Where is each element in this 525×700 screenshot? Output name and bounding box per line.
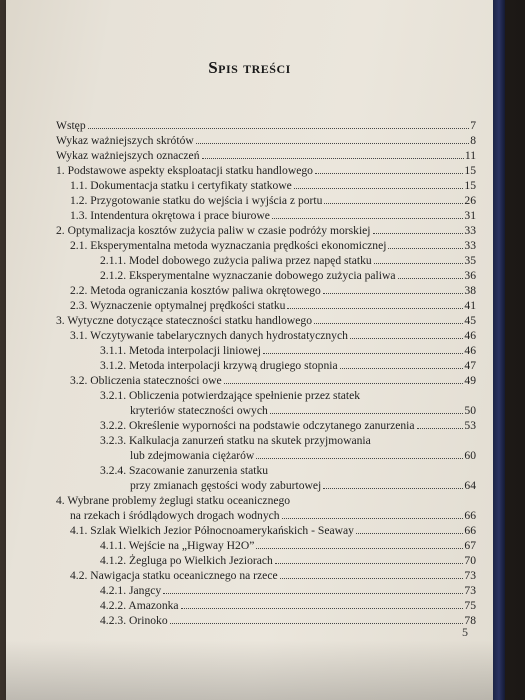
toc-entry	[56, 418, 476, 433]
toc-entry	[56, 433, 476, 463]
dot-leader	[340, 368, 464, 369]
toc-entry-row	[70, 298, 476, 313]
toc-entry-label: 3.2.4. Szacowanie zanurzenia statku	[100, 464, 269, 477]
toc-entry-row	[70, 193, 476, 208]
toc-entry-row	[100, 478, 476, 493]
toc-entry	[56, 268, 476, 283]
toc-entry-page: 50	[464, 404, 476, 417]
toc-entry-label: 2.3. Wyznaczenie optymalnej prędkości statku	[70, 299, 286, 312]
toc-entry-row	[56, 313, 476, 328]
toc-entry-page: 66	[464, 509, 476, 522]
page-number: 5	[462, 625, 468, 639]
toc-entry-row	[56, 133, 476, 148]
toc-entry-row	[56, 508, 476, 523]
toc-entry-page: 7	[470, 119, 476, 132]
toc-entry-page: 66	[464, 524, 476, 537]
toc-entry	[56, 553, 476, 568]
toc-entry	[56, 133, 476, 148]
toc-entry-row	[100, 343, 476, 358]
toc-entry-label: Wstęp	[56, 119, 86, 132]
dot-leader	[388, 248, 463, 249]
toc-entry-page: 41	[464, 299, 476, 312]
toc-entry-page: 73	[464, 569, 476, 582]
toc-entry-row	[100, 358, 476, 373]
toc-entry	[56, 358, 476, 373]
toc-entry	[56, 463, 476, 493]
toc-entry-row	[70, 208, 476, 223]
toc-entry-row	[56, 163, 476, 178]
toc-entry-label-continued: lub zdejmowania ciężarów	[130, 449, 255, 462]
toc-entry-label: 3.2. Obliczenia stateczności owe	[70, 374, 222, 387]
toc-entry-label-continued: kryteriów stateczności owych	[130, 404, 268, 417]
toc-entry-row	[70, 328, 476, 343]
dot-leader	[256, 458, 463, 459]
dot-leader	[196, 143, 469, 144]
table-of-contents	[56, 118, 476, 628]
toc-entry-label: 3. Wytyczne dotyczące stateczności statku handlowego	[56, 314, 312, 327]
toc-entry-row	[70, 373, 476, 388]
toc-entry-label: Wykaz ważniejszych skrótów	[56, 134, 194, 147]
toc-entry	[56, 298, 476, 313]
toc-entry	[56, 568, 476, 583]
toc-entry-page: 67	[464, 539, 476, 552]
dot-leader	[275, 563, 464, 564]
toc-entry-label: 3.2.2. Określenie wyporności na podstawie odczytanego zanurzenia	[100, 419, 415, 432]
toc-entry	[56, 493, 476, 523]
dot-leader	[181, 608, 464, 609]
dot-leader	[272, 218, 463, 219]
dot-leader	[280, 578, 464, 579]
toc-entry	[56, 373, 476, 388]
toc-entry-row	[100, 553, 476, 568]
toc-entry-page: 47	[464, 359, 476, 372]
toc-entry	[56, 193, 476, 208]
toc-entry-page: 38	[464, 284, 476, 297]
toc-entry-page: 31	[464, 209, 476, 222]
dot-leader	[88, 128, 470, 129]
toc-entry-label: 3.1.1. Metoda interpolacji liniowej	[100, 344, 261, 357]
toc-entry-label: 2. Optymalizacja kosztów zużycia paliw w czasie podróży morskiej	[56, 224, 371, 237]
dot-leader	[324, 203, 463, 204]
toc-entry-label: 1. Podstawowe aspekty eksploatacji statku handlowego	[56, 164, 313, 177]
toc-entry-row	[70, 178, 476, 193]
toc-entry-page: 60	[464, 449, 476, 462]
toc-entry-page: 33	[464, 224, 476, 237]
toc-entry-page: 78	[464, 614, 476, 627]
toc-entry-row	[56, 118, 476, 133]
dot-leader	[417, 428, 464, 429]
toc-entry-page: 75	[464, 599, 476, 612]
toc-entry-label: 3.1.2. Metoda interpolacji krzywą drugiego stopnia	[100, 359, 338, 372]
toc-entry-label: 3.1. Wczytywanie tabelarycznych danych hydrostatycznych	[70, 329, 348, 342]
toc-entry	[56, 118, 476, 133]
toc-entry-row	[100, 448, 476, 463]
toc-entry-page: 35	[464, 254, 476, 267]
dot-leader	[170, 623, 464, 624]
toc-entry-page: 46	[464, 329, 476, 342]
toc-entry-row	[100, 403, 476, 418]
toc-entry-label-continued: przy zmianach gęstości wody zaburtowej	[130, 479, 322, 492]
toc-entry	[56, 253, 476, 268]
toc-entry-label: 2.1.1. Model dobowego zużycia paliwa przez napęd statku	[100, 254, 372, 267]
toc-entry-label: 4.1. Szlak Wielkich Jezior Północnoamerykańskich - Seaway	[70, 524, 354, 537]
toc-entry	[56, 343, 476, 358]
toc-entry-label: 2.1. Eksperymentalna metoda wyznaczania prędkości ekonomicznej	[70, 239, 387, 252]
toc-entry-page: 11	[464, 149, 476, 162]
toc-entry-label: 3.2.1. Obliczenia potwierdzające spełnienie przez statek	[100, 389, 361, 402]
dot-leader	[323, 488, 463, 489]
toc-entry-label: 1.2. Przygotowanie statku do wejścia i wyjścia z portu	[70, 194, 323, 207]
toc-entry-label: 1.3. Intendentura okrętowa i prace biurowe	[70, 209, 270, 222]
toc-entry-page: 49	[464, 374, 476, 387]
toc-entry-page: 33	[464, 239, 476, 252]
toc-entry	[56, 388, 476, 418]
dot-leader	[263, 353, 463, 354]
dot-leader	[282, 518, 464, 519]
toc-entry	[56, 238, 476, 253]
toc-entry-row	[56, 148, 476, 163]
dot-leader	[350, 338, 463, 339]
dot-leader	[315, 173, 463, 174]
toc-entry-row	[100, 598, 476, 613]
toc-entry	[56, 598, 476, 613]
toc-entry	[56, 208, 476, 223]
toc-entry-page: 64	[464, 479, 476, 492]
toc-entry-label: 4. Wybrane problemy żeglugi statku oceanicznego	[56, 494, 291, 507]
toc-entry-row	[100, 538, 476, 553]
toc-entry	[56, 283, 476, 298]
toc-entry	[56, 613, 476, 628]
dot-leader	[224, 383, 464, 384]
toc-entry-row	[70, 568, 476, 583]
dot-leader	[374, 263, 464, 264]
dot-leader	[356, 533, 463, 534]
dot-leader	[202, 158, 464, 159]
toc-entry-row	[70, 523, 476, 538]
toc-entry	[56, 523, 476, 538]
book-cover-edge	[493, 0, 505, 700]
toc-entry-row	[70, 283, 476, 298]
toc-entry-page: 26	[464, 194, 476, 207]
toc-entry-label-continued: na rzekach i śródlądowych drogach wodnych	[70, 509, 280, 522]
toc-entry-page: 15	[464, 164, 476, 177]
page-shadow	[6, 640, 493, 700]
toc-entry-label: 4.2.2. Amazonka	[100, 599, 179, 612]
toc-entry-page: 53	[464, 419, 476, 432]
toc-entry	[56, 148, 476, 163]
toc-entry-label: 4.2.1. Jangcy	[100, 584, 162, 597]
toc-entry-label: 4.2. Nawigacja statku oceanicznego na rzece	[70, 569, 278, 582]
toc-entry-label: 4.1.2. Żegluga po Wielkich Jeziorach	[100, 554, 273, 567]
toc-entry-row	[56, 223, 476, 238]
toc-entry-label: 2.1.2. Eksperymentalne wyznaczanie dobowego zużycia paliwa	[100, 269, 396, 282]
toc-entry-label: 3.2.3. Kalkulacja zanurzeń statku na skutek przyjmowania	[100, 434, 371, 447]
dot-leader	[287, 308, 463, 309]
toc-entry-label: Wykaz ważniejszych oznaczeń	[56, 149, 200, 162]
dot-leader	[373, 233, 464, 234]
page-title: Spis treści	[208, 58, 291, 77]
toc-entry-page: 73	[464, 584, 476, 597]
toc-entry-row	[100, 253, 476, 268]
toc-entry-label: 2.2. Metoda ograniczania kosztów paliwa okrętowego	[70, 284, 321, 297]
dot-leader	[294, 188, 464, 189]
toc-entry	[56, 163, 476, 178]
dot-leader	[398, 278, 464, 279]
toc-entry-page: 46	[464, 344, 476, 357]
toc-entry-label: 4.1.1. Wejście na „Higway H2O”	[100, 539, 255, 552]
toc-entry-page: 45	[464, 314, 476, 327]
toc-entry-label: 4.2.3. Orinoko	[100, 614, 168, 627]
toc-entry	[56, 538, 476, 553]
toc-entry-row	[100, 583, 476, 598]
toc-entry	[56, 583, 476, 598]
toc-entry	[56, 313, 476, 328]
toc-entry	[56, 328, 476, 343]
dot-leader	[323, 293, 464, 294]
dot-leader	[256, 548, 463, 549]
toc-entry	[56, 178, 476, 193]
dot-leader	[270, 413, 464, 414]
toc-entry-page: 8	[470, 134, 476, 147]
toc-entry-row	[100, 418, 476, 433]
toc-entry-row	[100, 268, 476, 283]
toc-entry-page: 15	[464, 179, 476, 192]
dot-leader	[314, 323, 463, 324]
toc-entry-row	[70, 238, 476, 253]
toc-entry-page: 36	[464, 269, 476, 282]
toc-entry-row	[100, 613, 476, 628]
dot-leader	[163, 593, 463, 594]
toc-entry-page: 70	[464, 554, 476, 567]
toc-entry	[56, 223, 476, 238]
toc-entry-label: 1.1. Dokumentacja statku i certyfikaty statkowe	[70, 179, 292, 192]
